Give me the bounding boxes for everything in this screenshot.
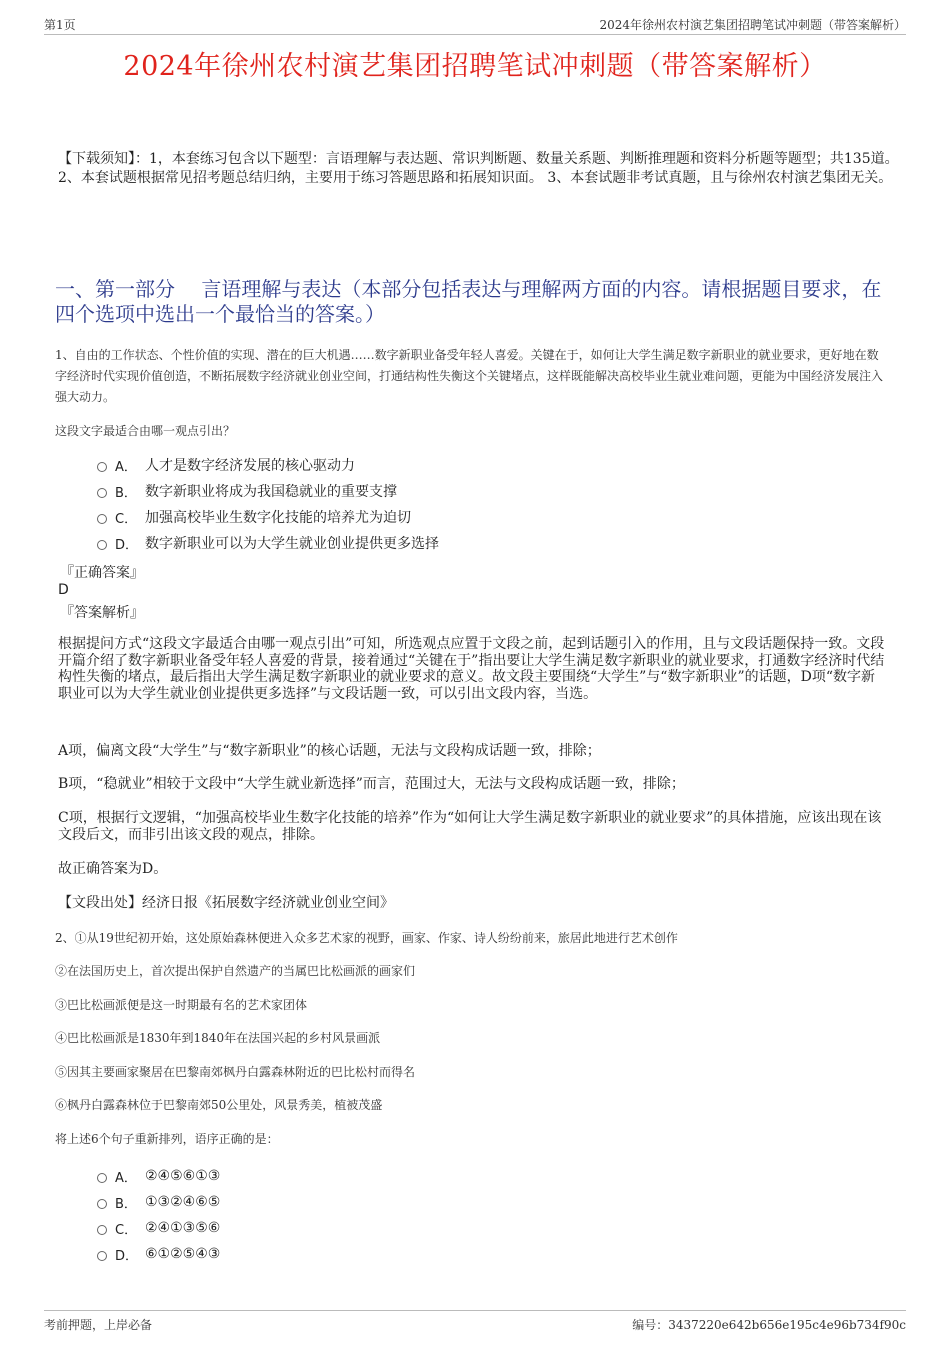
radio-icon[interactable] — [97, 514, 107, 524]
radio-icon[interactable] — [97, 462, 107, 472]
radio-icon[interactable] — [97, 1199, 107, 1209]
option-text: ②④①③⑤⑥ — [145, 1220, 221, 1236]
question-2-options — [97, 1163, 220, 1267]
question-1-prompt: 这段文字最适合由哪一观点引出？ — [55, 424, 236, 438]
option-text: ②④⑤⑥①③ — [145, 1168, 221, 1184]
option-text: 数字新职业可以为大学生就业创业提供更多选择 — [145, 536, 439, 552]
option-b[interactable] — [97, 1189, 220, 1215]
question-2-sentence: ②在法国历史上，首次提出保护自然遗产的当属巴比松画派的画家们 — [55, 964, 416, 978]
analysis-paragraph: B项，“稳就业”相较于文段中“大学生就业新选择”而言，范围过大，无法与文段构成话题一致，排除； — [58, 776, 685, 792]
download-notice: 【下载须知】：1，本套练习包含以下题型：言语理解与表达题、常识判断题、数量关系题、判断推理题和资料分析题等题型；共135道。 2、本套试题根据常见招考题总结归纳，主要用于练习答题思路和拓展知识面。 3、本套试题非考试真题，且与徐州农村演艺集团无关。 — [58, 151, 899, 186]
option-d[interactable] — [97, 1241, 220, 1267]
analysis-paragraph: 根据提问方式“这段文字最适合由哪一观点引出”可知，所选观点应置于文段之前，起到话题引入的作用，且与文段话题保持一致。文段开篇介绍了数字新职业备受年轻人喜爱的背景，接着通过“关键在于”指出要让大学生满足数字新职业的就业要求，打通数字经济时代结构性失衡的堵点，最后指出大学生满足数字新职业的就业要求的意义。故文段主要围绕“大学生”与“数字新职业”的话题，D项“数字新职业可以为大学生就业创业提供更多选择”与文段话题一致，可以引出文段内容，当选。 — [58, 636, 885, 702]
analysis-paragraph: C项，根据行文逻辑，“加强高校毕业生数字化技能的培养”作为“如何让大学生满足数字新职业的就业要求”的具体措施，应该出现在该文段后文，而非引出该文段的观点，排除。 — [58, 810, 882, 843]
option-letter: A． — [115, 1170, 137, 1186]
radio-icon[interactable] — [97, 1173, 107, 1183]
option-letter: C． — [115, 511, 138, 527]
question-2-sentence: ③巴比松画派便是这一时期最有名的艺术家团体 — [55, 998, 308, 1012]
radio-icon[interactable] — [97, 1225, 107, 1235]
radio-icon[interactable] — [97, 540, 107, 550]
option-text: 加强高校毕业生数字化技能的培养尤为迫切 — [145, 510, 411, 526]
option-letter: D． — [115, 1248, 139, 1264]
option-letter: B． — [115, 485, 137, 501]
option-b[interactable] — [97, 478, 439, 504]
page-number: 第1页 — [44, 18, 76, 32]
footer-slogan: 考前押题，上岸必备 — [44, 1318, 153, 1332]
question-2-sentence: ⑤因其主要画家聚居在巴黎南郊枫丹白露森林附近的巴比松村而得名 — [55, 1065, 416, 1079]
analysis-label: 『答案解析』 — [60, 605, 144, 621]
section-heading: 一、第一部分 言语理解与表达（本部分包括表达与理解两方面的内容。请根据题目要求，在四个选项中选出一个最恰当的答案。） — [55, 277, 882, 326]
option-text: ⑥①②⑤④③ — [145, 1246, 221, 1262]
question-1-options — [97, 452, 439, 556]
header-doc-name: 2024年徐州农村演艺集团招聘笔试冲刺题（带答案解析） — [599, 18, 906, 32]
option-c[interactable] — [97, 504, 439, 530]
correct-answer: D — [58, 582, 69, 598]
option-text: ①③②④⑥⑤ — [145, 1194, 221, 1210]
page-header — [44, 14, 906, 35]
option-letter: C． — [115, 1222, 138, 1238]
question-2-prompt: 将上述6个句子重新排列，语序正确的是： — [55, 1132, 279, 1146]
footer-serial: 编号：3437220e642b656e195c4e96b734f90c — [632, 1318, 906, 1332]
option-text: 数字新职业将成为我国稳就业的重要支撑 — [145, 484, 397, 500]
analysis-paragraph: A项，偏离文段“大学生”与“数字新职业”的核心话题，无法与文段构成话题一致，排除； — [58, 743, 601, 759]
question-2-sentence: 2、①从19世纪初开始，这处原始森林便进入众多艺术家的视野，画家、作家、诗人纷纷前来，旅居此地进行艺术创作 — [55, 931, 678, 945]
page-title: 2024年徐州农村演艺集团招聘笔试冲刺题（带答案解析） — [123, 51, 827, 82]
option-letter: A． — [115, 459, 137, 475]
option-a[interactable] — [97, 1163, 220, 1189]
page-footer — [44, 1310, 906, 1333]
option-letter: B． — [115, 1196, 137, 1212]
analysis-conclusion: 故正确答案为D。 — [58, 861, 168, 877]
option-a[interactable] — [97, 452, 439, 478]
option-c[interactable] — [97, 1215, 220, 1241]
option-text: 人才是数字经济发展的核心驱动力 — [145, 458, 355, 474]
correct-answer-label: 『正确答案』 — [60, 565, 144, 581]
question-2-sentence: ④巴比松画派是1830年到1840年在法国兴起的乡村风景画派 — [55, 1031, 381, 1045]
option-d[interactable] — [97, 530, 439, 556]
question-1-text: 1、自由的工作状态、个性价值的实现、潜在的巨大机遇……数字新职业备受年轻人喜爱。关键在于，如何让大学生满足数字新职业的就业要求，更好地在数字经济时代实现价值创造，不断拓展数字经济就业创业空间，打通结构性失衡这个关键堵点，这样既能解决高校毕业生就业难问题，更能为中国经济发展注入强大动力。 — [55, 348, 884, 404]
option-letter: D． — [115, 537, 139, 553]
radio-icon[interactable] — [97, 1251, 107, 1261]
question-2-sentence: ⑥枫丹白露森林位于巴黎南郊50公里处，风景秀美，植被茂盛 — [55, 1098, 383, 1112]
source-note: 【文段出处】经济日报《拓展数字经济就业创业空间》 — [58, 895, 394, 911]
radio-icon[interactable] — [97, 488, 107, 498]
